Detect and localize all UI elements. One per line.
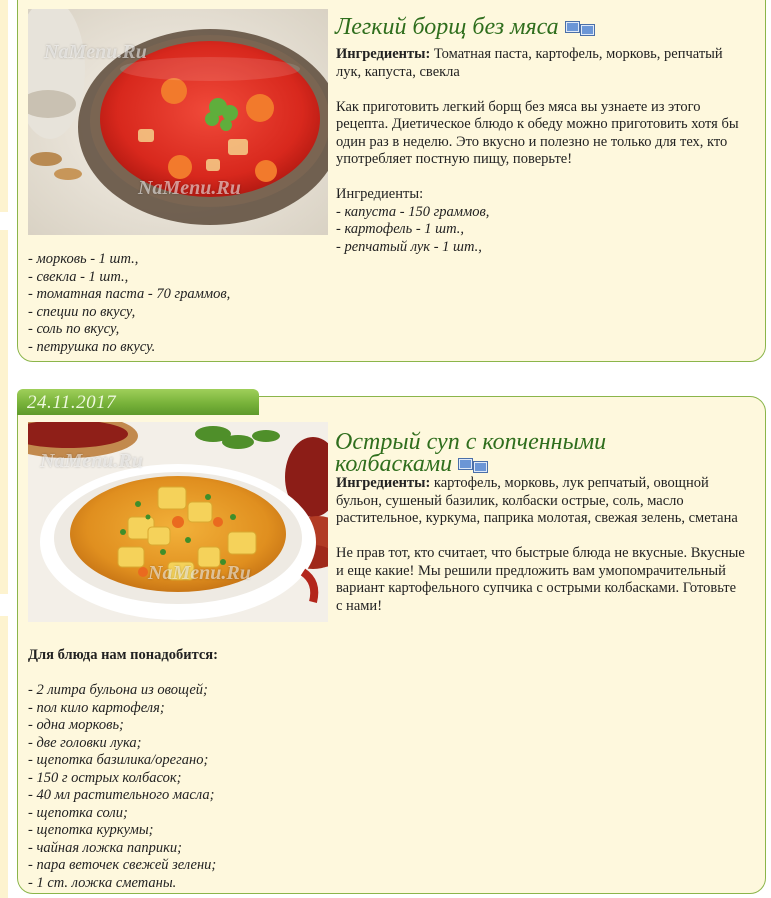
- list-item: - репчатый лук - 1 шт.,: [336, 238, 482, 255]
- list-item: - петрушка по вкусу.: [28, 338, 156, 355]
- recipe-description: Как приготовить легкий борщ без мяса вы узнаете из этого рецепта. Диетическое блюдо к обеду можно приготовить хотя бы один раз в неделю. Это вкусно и полезно не только для тех, кто употребляет постную пищу, поверьте!: [336, 98, 739, 167]
- list-item: - картофель - 1 шт.,: [336, 221, 464, 237]
- recipe-title: [335, 16, 595, 38]
- list-item: - 2 литра бульона из овощей;: [28, 682, 208, 698]
- ingredients-list-continued: [28, 251, 328, 356]
- recipe-title: [335, 431, 755, 475]
- list-item: - пара веточек свежей зелени;: [28, 857, 217, 873]
- list-item: - морковь - 1 шт.,: [28, 251, 139, 267]
- recipe-title-line1: Острый суп с копченными: [335, 429, 607, 455]
- list-item: - томатная паста - 70 граммов,: [28, 286, 231, 302]
- list-item: - 40 мл растительного масла;: [28, 787, 215, 803]
- list-item: - соль по вкусу,: [28, 321, 120, 337]
- list-item: - пол кило картофеля;: [28, 699, 165, 716]
- list-item: - 1 ст. ложка сметаны.: [28, 874, 177, 891]
- ingredients-list-heading: Ингредиенты:: [336, 186, 424, 202]
- recipe-photo[interactable]: [28, 422, 328, 622]
- list-item: - одна морковь;: [28, 717, 124, 733]
- left-decorative-strip: [0, 0, 8, 898]
- watermark: NaMenu.Ru: [138, 177, 241, 199]
- watermark: NaMenu.Ru: [44, 41, 147, 63]
- list-item: - специи по вкусу,: [28, 303, 136, 320]
- list-item: - щепотка соли;: [28, 804, 128, 821]
- recipe-title-line2: колбасками: [335, 451, 453, 477]
- list-item: - свекла - 1 шт.,: [28, 268, 129, 285]
- watermark: NaMenu.Ru: [40, 450, 143, 472]
- date-tab: 24.11.2017: [17, 389, 259, 415]
- ingredients-label: Ингредиенты:: [336, 46, 431, 62]
- list-item: - капуста - 150 граммов,: [336, 203, 490, 220]
- gallery-icon[interactable]: [458, 456, 488, 474]
- ingredients-text: картофель, морковь, лук репчатый, овощной бульон, сушеный базилик, колбаски острые, соль, масло растительное, куркума, паприка молотая, свежая зелень, сметана: [336, 475, 738, 526]
- list-item: - чайная ложка паприки;: [28, 839, 182, 856]
- ingredients-text: Томатная паста, картофель, морковь, репчатый лук, капуста, свекла: [336, 46, 723, 80]
- ingredients-label: Ингредиенты:: [336, 475, 431, 491]
- ingredients-list-heading: Для блюда нам понадобится:: [28, 647, 218, 663]
- watermark: NaMenu.Ru: [148, 562, 251, 584]
- list-item: - щепотка куркумы;: [28, 822, 154, 838]
- recipe-photo[interactable]: [28, 9, 328, 235]
- ingredients-list-section: [28, 647, 348, 892]
- recipe-summary: [336, 475, 746, 615]
- recipe-summary: [336, 46, 746, 256]
- gallery-icon[interactable]: [565, 19, 595, 37]
- list-item: - 150 г острых колбасок;: [28, 769, 182, 786]
- list-item: - щепотка базилика/орегано;: [28, 752, 209, 768]
- recipe-title-link[interactable]: Легкий борщ без мяса: [335, 14, 559, 40]
- list-item: - две головки лука;: [28, 734, 142, 751]
- recipe-description: Не прав тот, кто считает, что быстрые блюда не вкусные. Вкусные и еще какие! Мы решили предложить вам умопомрачительный вариант картофельного супчика с острыми колбасками. Готовьте с нами!: [336, 545, 745, 614]
